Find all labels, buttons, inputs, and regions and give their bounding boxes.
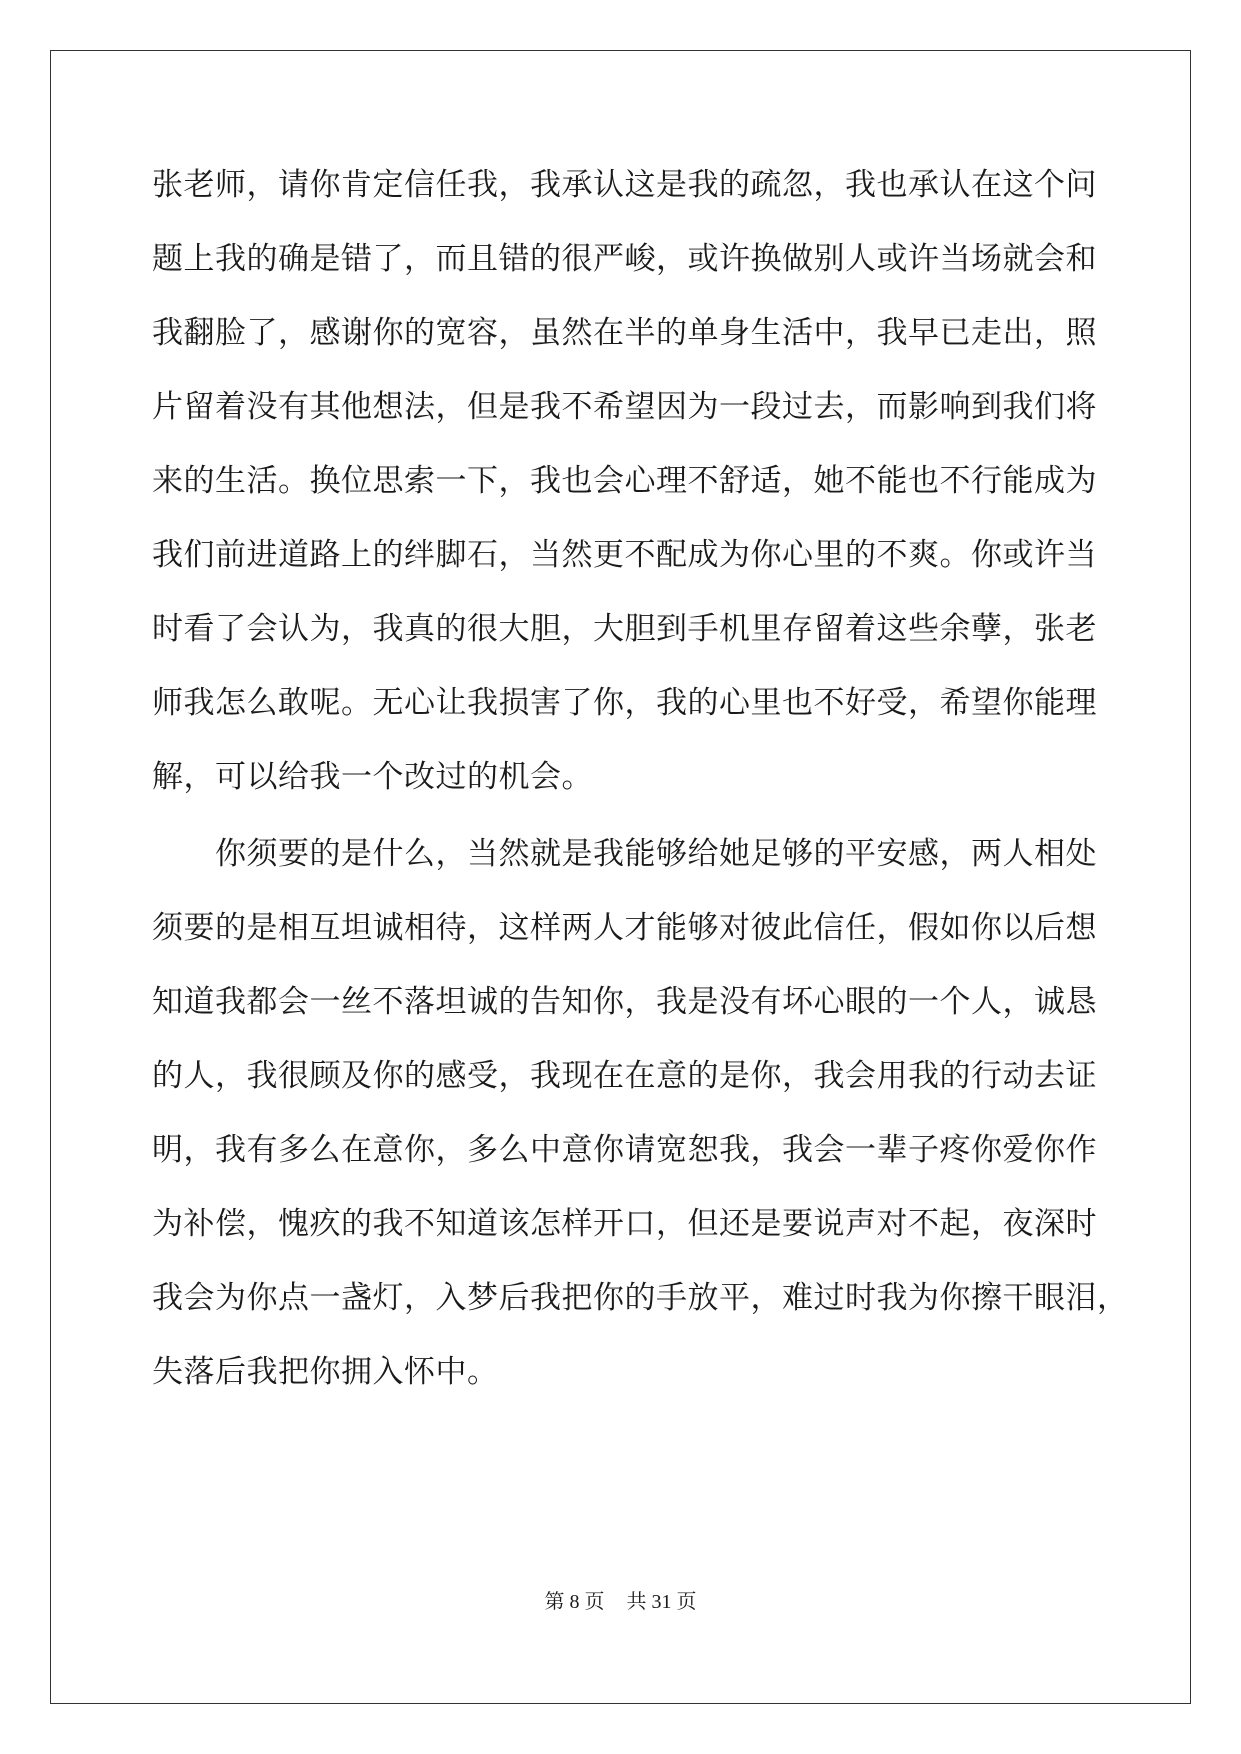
text-line: 知道我都会一丝不落坦诚的告知你，我是没有坏心眼的一个人，诚恳 [152,984,1097,1020]
text-line: 我们前进道路上的绊脚石，当然更不配成为你心里的不爽。你或许当 [152,537,1097,573]
page-number: 第 8 页 [544,1591,605,1613]
text-line: 时看了会认为，我真的很大胆，大胆到手机里存留着这些余孽，张老 [152,611,1097,647]
text-line: 你须要的是什么，当然就是我能够给她足够的平安感，两人相处 [152,836,1097,872]
text-line: 解，可以给我一个改过的机会。 [152,759,593,795]
text-line: 来的生活。换位思索一下，我也会心理不舒适，她不能也不行能成为 [152,463,1097,499]
page-total: 共 31 页 [626,1591,697,1613]
text-line: 我翻脸了，感谢你的宽容，虽然在半的单身生活中，我早已走出，照 [152,315,1097,351]
text-line: 题上我的确是错了，而且错的很严峻，或许换做别人或许当场就会和 [152,241,1097,277]
text-line: 失落后我把你拥入怀中。 [152,1354,499,1390]
text-line: 我会为你点一盏灯，入梦后我把你的手放平，难过时我为你擦干眼泪， [152,1280,1129,1316]
text-line: 师我怎么敢呢。无心让我损害了你，我的心里也不好受，希望你能理 [152,685,1097,721]
text-line: 须要的是相互坦诚相待，这样两人才能够对彼此信任，假如你以后想 [152,910,1097,946]
text-line: 明，我有多么在意你，多么中意你请宽恕我，我会一辈子疼你爱你作 [152,1132,1097,1168]
text-line: 片留着没有其他想法，但是我不希望因为一段过去，而影响到我们将 [152,389,1097,425]
page-border [50,50,1191,1704]
text-line: 的人，我很顾及你的感受，我现在在意的是你，我会用我的行动去证 [152,1058,1097,1094]
text-line: 为补偿，愧疚的我不知道该怎样开口，但还是要说声对不起，夜深时 [152,1206,1097,1242]
text-line: 张老师，请你肯定信任我，我承认这是我的疏忽，我也承认在这个问 [152,167,1097,203]
page-footer [0,1590,1241,1614]
